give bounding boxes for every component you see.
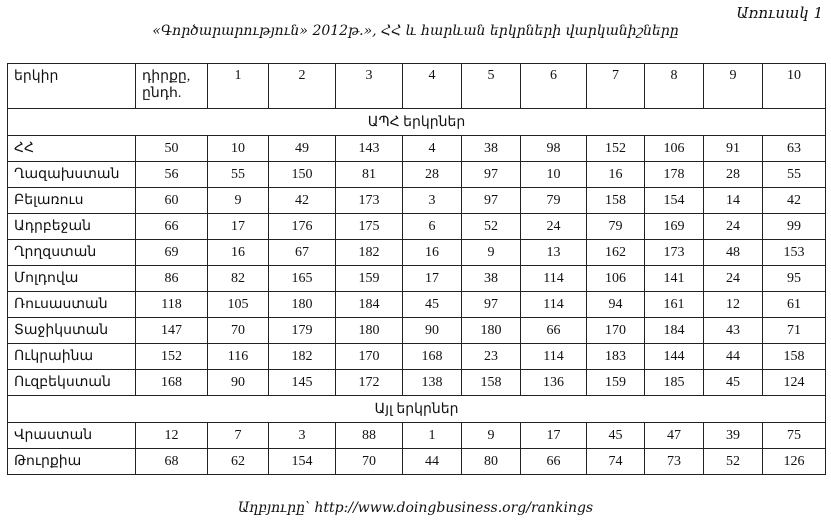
rank-cell: 70: [208, 318, 269, 344]
rank-cell: 73: [645, 449, 704, 475]
rank-cell: 179: [269, 318, 336, 344]
table-row: [8, 423, 826, 449]
rank-cell: 71: [763, 318, 826, 344]
rank-cell: 12: [704, 292, 763, 318]
rank-cell: 66: [521, 318, 587, 344]
rank-cell: 180: [336, 318, 403, 344]
rank-cell: 48: [704, 240, 763, 266]
rank-cell: 90: [403, 318, 462, 344]
table-row: [8, 292, 826, 318]
rank-cell: 162: [587, 240, 645, 266]
overall-rank-cell: 118: [136, 292, 208, 318]
rank-cell: 3: [403, 188, 462, 214]
rank-cell: 165: [269, 266, 336, 292]
column-header-3: 3: [336, 64, 403, 109]
rank-cell: 1: [403, 423, 462, 449]
group-label: Այլ երկրներ: [8, 396, 826, 423]
rank-cell: 16: [403, 240, 462, 266]
rank-cell: 66: [521, 449, 587, 475]
column-header-7: 7: [587, 64, 645, 109]
rank-cell: 114: [521, 344, 587, 370]
country-name: Թուրքիա: [8, 449, 136, 475]
rank-cell: 143: [336, 136, 403, 162]
column-header-1: 1: [208, 64, 269, 109]
country-name: Ուկրաինա: [8, 344, 136, 370]
rank-cell: 182: [336, 240, 403, 266]
column-header-10: 10: [763, 64, 826, 109]
rank-cell: 17: [403, 266, 462, 292]
country-name: Ադրբեջան: [8, 214, 136, 240]
rank-cell: 55: [763, 162, 826, 188]
table-row: [8, 214, 826, 240]
rank-cell: 9: [462, 240, 521, 266]
rank-cell: 97: [462, 162, 521, 188]
rank-cell: 95: [763, 266, 826, 292]
country-name: Տաջիկստան: [8, 318, 136, 344]
rank-cell: 24: [704, 266, 763, 292]
rank-cell: 144: [645, 344, 704, 370]
rank-cell: 39: [704, 423, 763, 449]
group-label: ԱՊՀ երկրներ: [8, 109, 826, 136]
rank-cell: 182: [269, 344, 336, 370]
rank-cell: 63: [763, 136, 826, 162]
rank-cell: 79: [587, 214, 645, 240]
table-row: [8, 240, 826, 266]
rank-cell: 67: [269, 240, 336, 266]
rank-cell: 61: [763, 292, 826, 318]
column-header-country: երկիր: [8, 64, 136, 109]
country-name: Մոլդովա: [8, 266, 136, 292]
rank-cell: 10: [208, 136, 269, 162]
rank-cell: 44: [704, 344, 763, 370]
rank-cell: 81: [336, 162, 403, 188]
overall-rank-cell: 168: [136, 370, 208, 396]
overall-rank-cell: 50: [136, 136, 208, 162]
rank-cell: 4: [403, 136, 462, 162]
rank-cell: 88: [336, 423, 403, 449]
rank-cell: 136: [521, 370, 587, 396]
table-row: [8, 188, 826, 214]
rank-cell: 116: [208, 344, 269, 370]
overall-rank-cell: 60: [136, 188, 208, 214]
rank-cell: 9: [462, 423, 521, 449]
rank-cell: 152: [587, 136, 645, 162]
rank-cell: 42: [763, 188, 826, 214]
rank-cell: 98: [521, 136, 587, 162]
rank-cell: 184: [645, 318, 704, 344]
rank-cell: 9: [208, 188, 269, 214]
rank-cell: 172: [336, 370, 403, 396]
country-name: ՀՀ: [8, 136, 136, 162]
rank-cell: 14: [704, 188, 763, 214]
rank-cell: 141: [645, 266, 704, 292]
country-name: Ղրղզստան: [8, 240, 136, 266]
rank-cell: 97: [462, 188, 521, 214]
rank-cell: 176: [269, 214, 336, 240]
table-title: «Գործարարություն» 2012թ.», ՀՀ և հարևան երկրների վարկանիշները: [152, 23, 679, 39]
rank-cell: 154: [645, 188, 704, 214]
column-header-4: 4: [403, 64, 462, 109]
rank-cell: 91: [704, 136, 763, 162]
rank-cell: 45: [587, 423, 645, 449]
rank-cell: 150: [269, 162, 336, 188]
rank-cell: 158: [763, 344, 826, 370]
table-row: [8, 370, 826, 396]
table-row: [8, 344, 826, 370]
appendix-label: Առուսակ 1: [736, 4, 823, 22]
country-name: Վրաստան: [8, 423, 136, 449]
rank-cell: 126: [763, 449, 826, 475]
rank-cell: 52: [704, 449, 763, 475]
column-header-9: 9: [704, 64, 763, 109]
rank-cell: 13: [521, 240, 587, 266]
rank-cell: 44: [403, 449, 462, 475]
rank-cell: 114: [521, 292, 587, 318]
group-row: [8, 396, 826, 423]
group-row: [8, 109, 826, 136]
rank-cell: 75: [763, 423, 826, 449]
rank-cell: 90: [208, 370, 269, 396]
overall-rank-cell: 152: [136, 344, 208, 370]
rank-cell: 153: [763, 240, 826, 266]
rank-cell: 97: [462, 292, 521, 318]
rank-cell: 7: [208, 423, 269, 449]
rank-cell: 180: [269, 292, 336, 318]
rank-cell: 6: [403, 214, 462, 240]
overall-rank-cell: 12: [136, 423, 208, 449]
country-name: Ռուսաստան: [8, 292, 136, 318]
rank-cell: 105: [208, 292, 269, 318]
column-header-overall: դիրքը, ընդհ.: [136, 64, 208, 109]
overall-rank-cell: 86: [136, 266, 208, 292]
rank-cell: 49: [269, 136, 336, 162]
rank-cell: 99: [763, 214, 826, 240]
rank-cell: 45: [403, 292, 462, 318]
rank-cell: 173: [336, 188, 403, 214]
rank-cell: 161: [645, 292, 704, 318]
rank-cell: 62: [208, 449, 269, 475]
table-row: [8, 318, 826, 344]
table-row: [8, 449, 826, 475]
column-header-2: 2: [269, 64, 336, 109]
country-name: Ղազախստան: [8, 162, 136, 188]
rank-cell: 70: [336, 449, 403, 475]
rank-cell: 42: [269, 188, 336, 214]
rank-cell: 23: [462, 344, 521, 370]
rank-cell: 178: [645, 162, 704, 188]
overall-rank-cell: 147: [136, 318, 208, 344]
rank-cell: 180: [462, 318, 521, 344]
rank-cell: 38: [462, 266, 521, 292]
overall-rank-cell: 56: [136, 162, 208, 188]
rank-cell: 17: [208, 214, 269, 240]
header-row: [8, 64, 826, 109]
overall-rank-cell: 68: [136, 449, 208, 475]
rank-cell: 138: [403, 370, 462, 396]
rank-cell: 24: [704, 214, 763, 240]
overall-rank-cell: 66: [136, 214, 208, 240]
rank-cell: 3: [269, 423, 336, 449]
table-row: [8, 162, 826, 188]
rank-cell: 114: [521, 266, 587, 292]
column-header-5: 5: [462, 64, 521, 109]
rank-cell: 79: [521, 188, 587, 214]
overall-rank-cell: 69: [136, 240, 208, 266]
rank-cell: 47: [645, 423, 704, 449]
rank-cell: 170: [587, 318, 645, 344]
rank-cell: 169: [645, 214, 704, 240]
rank-cell: 170: [336, 344, 403, 370]
rank-cell: 106: [587, 266, 645, 292]
column-header-6: 6: [521, 64, 587, 109]
rank-cell: 173: [645, 240, 704, 266]
rank-cell: 106: [645, 136, 704, 162]
rank-cell: 183: [587, 344, 645, 370]
rank-cell: 10: [521, 162, 587, 188]
rank-cell: 24: [521, 214, 587, 240]
rank-cell: 159: [587, 370, 645, 396]
rank-cell: 74: [587, 449, 645, 475]
table-row: [8, 136, 826, 162]
rank-cell: 159: [336, 266, 403, 292]
column-header-8: 8: [645, 64, 704, 109]
rank-cell: 43: [704, 318, 763, 344]
source-note: Աղբյուրը՝ http://www.doingbusiness.org/rankings: [237, 500, 594, 516]
rank-cell: 145: [269, 370, 336, 396]
rank-cell: 52: [462, 214, 521, 240]
rank-cell: 94: [587, 292, 645, 318]
rank-cell: 28: [403, 162, 462, 188]
rank-cell: 185: [645, 370, 704, 396]
country-name: Բելառուս: [8, 188, 136, 214]
table-body: [8, 109, 826, 475]
rank-cell: 158: [462, 370, 521, 396]
country-name: Ուզբեկստան: [8, 370, 136, 396]
rank-cell: 55: [208, 162, 269, 188]
rank-cell: 16: [208, 240, 269, 266]
table-row: [8, 266, 826, 292]
rank-cell: 184: [336, 292, 403, 318]
rank-cell: 16: [587, 162, 645, 188]
rank-cell: 82: [208, 266, 269, 292]
rank-cell: 158: [587, 188, 645, 214]
rankings-table: [7, 63, 826, 475]
rank-cell: 154: [269, 449, 336, 475]
rank-cell: 80: [462, 449, 521, 475]
rank-cell: 168: [403, 344, 462, 370]
rank-cell: 17: [521, 423, 587, 449]
rank-cell: 175: [336, 214, 403, 240]
rank-cell: 28: [704, 162, 763, 188]
rank-cell: 124: [763, 370, 826, 396]
rank-cell: 45: [704, 370, 763, 396]
rank-cell: 38: [462, 136, 521, 162]
